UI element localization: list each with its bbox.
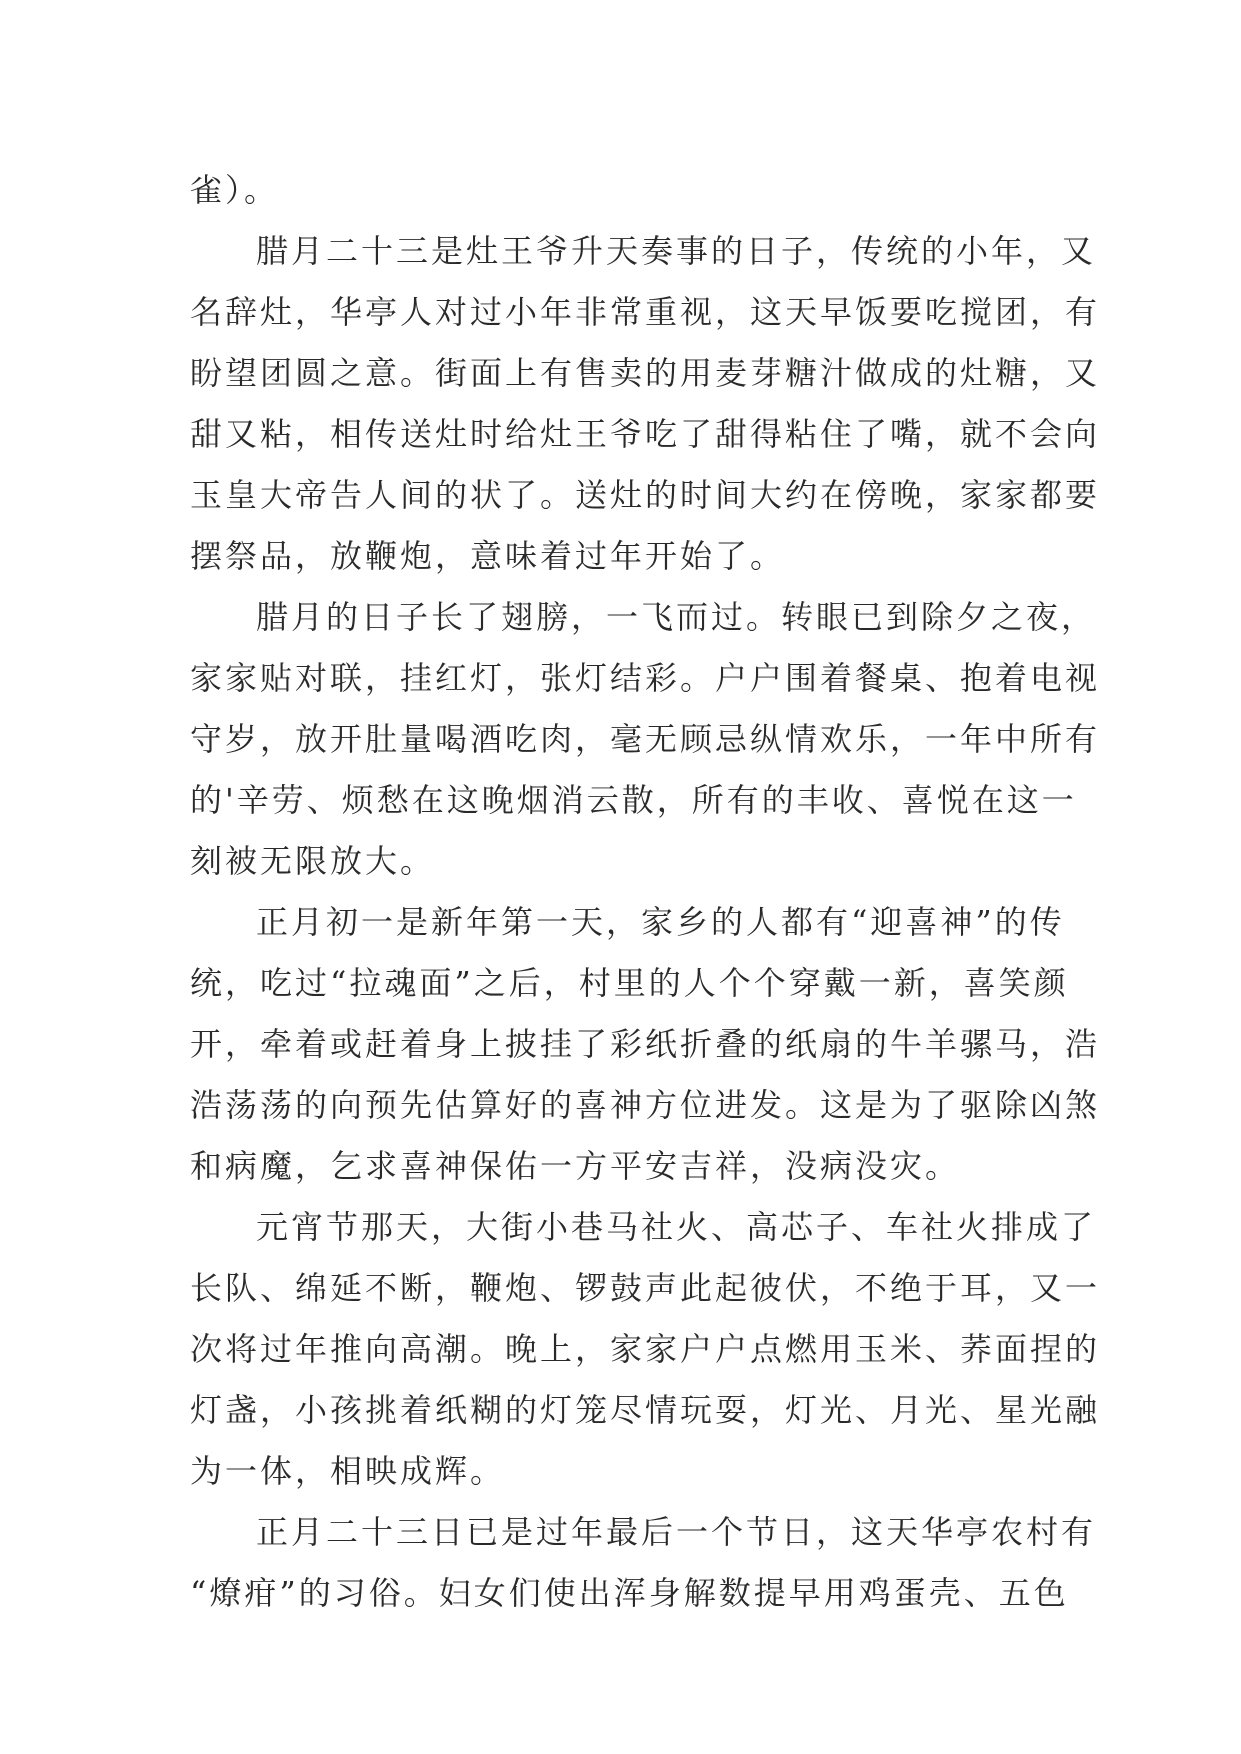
text-line: 甜又粘，相传送灶时给灶王爷吃了甜得粘住了嘴，就不会向	[190, 415, 1101, 453]
text-line: 统，吃过“拉魂面”之后，村里的人个个穿戴一新，喜笑颜	[190, 964, 1069, 1002]
text-line: “燎疳”的习俗。妇女们使出浑身解数提早用鸡蛋壳、五色	[190, 1574, 1069, 1612]
text-line: 的'辛劳、烦愁在这晚烟消云散，所有的丰收、喜悦在这一	[190, 781, 1077, 819]
text-line: 雀）。	[190, 171, 280, 209]
text-line: 浩荡荡的向预先估算好的喜神方位进发。这是为了驱除凶煞	[190, 1086, 1101, 1124]
text-line: 次将过年推向高潮。晚上，家家户户点燃用玉米、荞面捏的	[190, 1330, 1101, 1368]
text-line: 盼望团圆之意。街面上有售卖的用麦芽糖汁做成的灶糖，又	[190, 354, 1101, 392]
text-line: 摆祭品，放鞭炮，意味着过年开始了。	[190, 537, 786, 575]
text-line: 名辞灶，华亭人对过小年非常重视，这天早饭要吃搅团，有	[190, 293, 1101, 331]
text-line: 和病魔，乞求喜神保佑一方平安吉祥，没病没灾。	[190, 1147, 961, 1185]
article-body	[190, 160, 1101, 1624]
text-line: 腊月的日子长了翅膀，一飞而过。转眼已到除夕之夜，	[256, 598, 1097, 636]
text-line: 为一体，相映成辉。	[190, 1452, 506, 1490]
text-line: 开，牵着或赶着身上披挂了彩纸折叠的纸扇的牛羊骡马，浩	[190, 1025, 1101, 1063]
text-line: 正月二十三日已是过年最后一个节日，这天华亭农村有	[256, 1513, 1097, 1551]
text-line: 元宵节那天，大街小巷马社火、高芯子、车社火排成了	[256, 1208, 1097, 1246]
text-line: 刻被无限放大。	[190, 842, 436, 880]
text-line: 灯盏，小孩挑着纸糊的灯笼尽情玩耍，灯光、月光、星光融	[190, 1391, 1101, 1429]
text-line: 玉皇大帝告人间的状了。送灶的时间大约在傍晚，家家都要	[190, 476, 1101, 514]
text-line: 守岁，放开肚量喝酒吃肉，毫无顾忌纵情欢乐，一年中所有	[190, 720, 1101, 758]
text-line: 长队、绵延不断，鞭炮、锣鼓声此起彼伏，不绝于耳，又一	[190, 1269, 1101, 1307]
text-line: 家家贴对联，挂红灯，张灯结彩。户户围着餐桌、抱着电视	[190, 659, 1101, 697]
text-line: 正月初一是新年第一天，家乡的人都有“迎喜神”的传	[256, 903, 1065, 941]
text-line: 腊月二十三是灶王爷升天奏事的日子，传统的小年，又	[256, 232, 1097, 270]
